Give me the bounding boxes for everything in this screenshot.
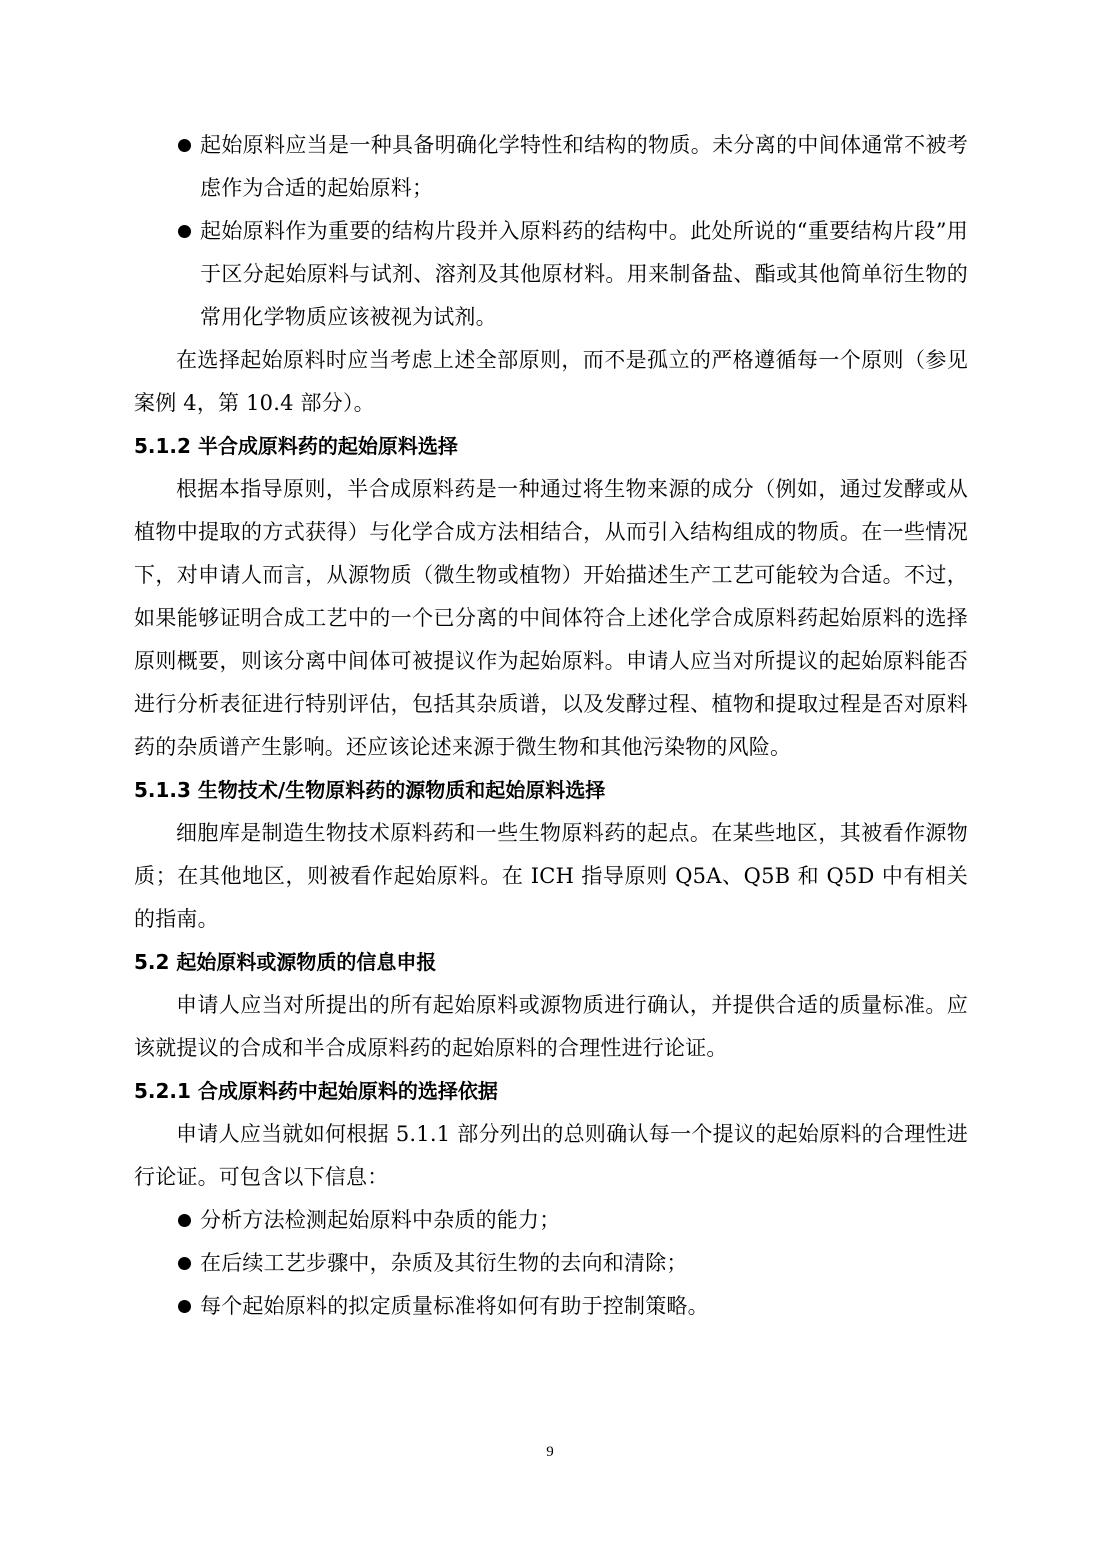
paragraph: 在选择起始原料时应当考虑上述全部原则，而不是孤立的严格遵循每一个原则（参见案例 4，第 10.4 部分）。 — [134, 348, 968, 415]
paragraph: 细胞库是制造生物技术原料药和一些生物原料药的起点。在某些地区，其被看作源物质；在其他地区，则被看作起始原料。在 ICH 指导原则 Q5A、Q5B 和 Q5D 中有相关的指南。 — [134, 821, 968, 931]
section-heading: 5.1.3 生物技术/生物原料药的源物质和起始原料选择 — [134, 778, 606, 802]
bullet-dot-icon — [178, 1300, 191, 1313]
bullet-text: 起始原料作为重要的结构片段并入原料药的结构中。此处所说的“重要结构片段”用于区分起始原料与试剂、溶剂及其他原材料。用来制备盐、酯或其他简单衍生物的常用化学物质应该被视为试剂。 — [200, 219, 968, 329]
page-number: 9 — [546, 1444, 554, 1460]
bullet-text: 每个起始原料的拟定质量标准将如何有助于控制策略。 — [200, 1294, 709, 1318]
section-heading: 5.2.1 合成原料药中起始原料的选择依据 — [134, 1079, 498, 1103]
bullet-item — [134, 210, 968, 339]
page-content — [134, 124, 968, 1328]
bullet-item — [134, 1242, 968, 1285]
bullet-dot-icon — [178, 1214, 191, 1227]
paragraph: 申请人应当对所提出的所有起始原料或源物质进行确认，并提供合适的质量标准。应该就提议的合成和半合成原料药的起始原料的合理性进行论证。 — [134, 993, 968, 1060]
bullet-dot-icon — [178, 139, 191, 152]
bullet-dot-icon — [178, 1257, 191, 1270]
bullet-text: 起始原料应当是一种具备明确化学特性和结构的物质。未分离的中间体通常不被考虑作为合适的起始原料； — [200, 133, 968, 200]
bullet-dot-icon — [178, 225, 191, 238]
paragraph: 申请人应当就如何根据 5.1.1 部分列出的总则确认每一个提议的起始原料的合理性进行论证。可包含以下信息： — [134, 1122, 968, 1189]
bullet-item — [134, 1285, 968, 1328]
section-heading: 5.2 起始原料或源物质的信息申报 — [134, 950, 437, 974]
bullet-text: 分析方法检测起始原料中杂质的能力； — [200, 1208, 561, 1232]
bullet-text: 在后续工艺步骤中，杂质及其衍生物的去向和清除； — [200, 1251, 688, 1275]
bullet-item — [134, 124, 968, 210]
bullet-item — [134, 1199, 968, 1242]
paragraph: 根据本指导原则，半合成原料药是一种通过将生物来源的成分（例如，通过发酵或从植物中提取的方式获得）与化学合成方法相结合，从而引入结构组成的物质。在一些情况下，对申请人而言，从源物质（微生物或植物）开始描述生产工艺可能较为合适。不过，如果能够证明合成工艺中的一个已分离的中间体符合上述化学合成原料药起始原料的选择原则概要，则该分离中间体可被提议作为起始原料。申请人应当对所提议的起始原料能否进行分析表征进行特别评估，包括其杂质谱，以及发酵过程、植物和提取过程是否对原料药的杂质谱产生影响。还应该论述来源于微生物和其他污染物的风险。 — [134, 477, 968, 759]
section-heading: 5.1.2 半合成原料药的起始原料选择 — [134, 434, 458, 458]
